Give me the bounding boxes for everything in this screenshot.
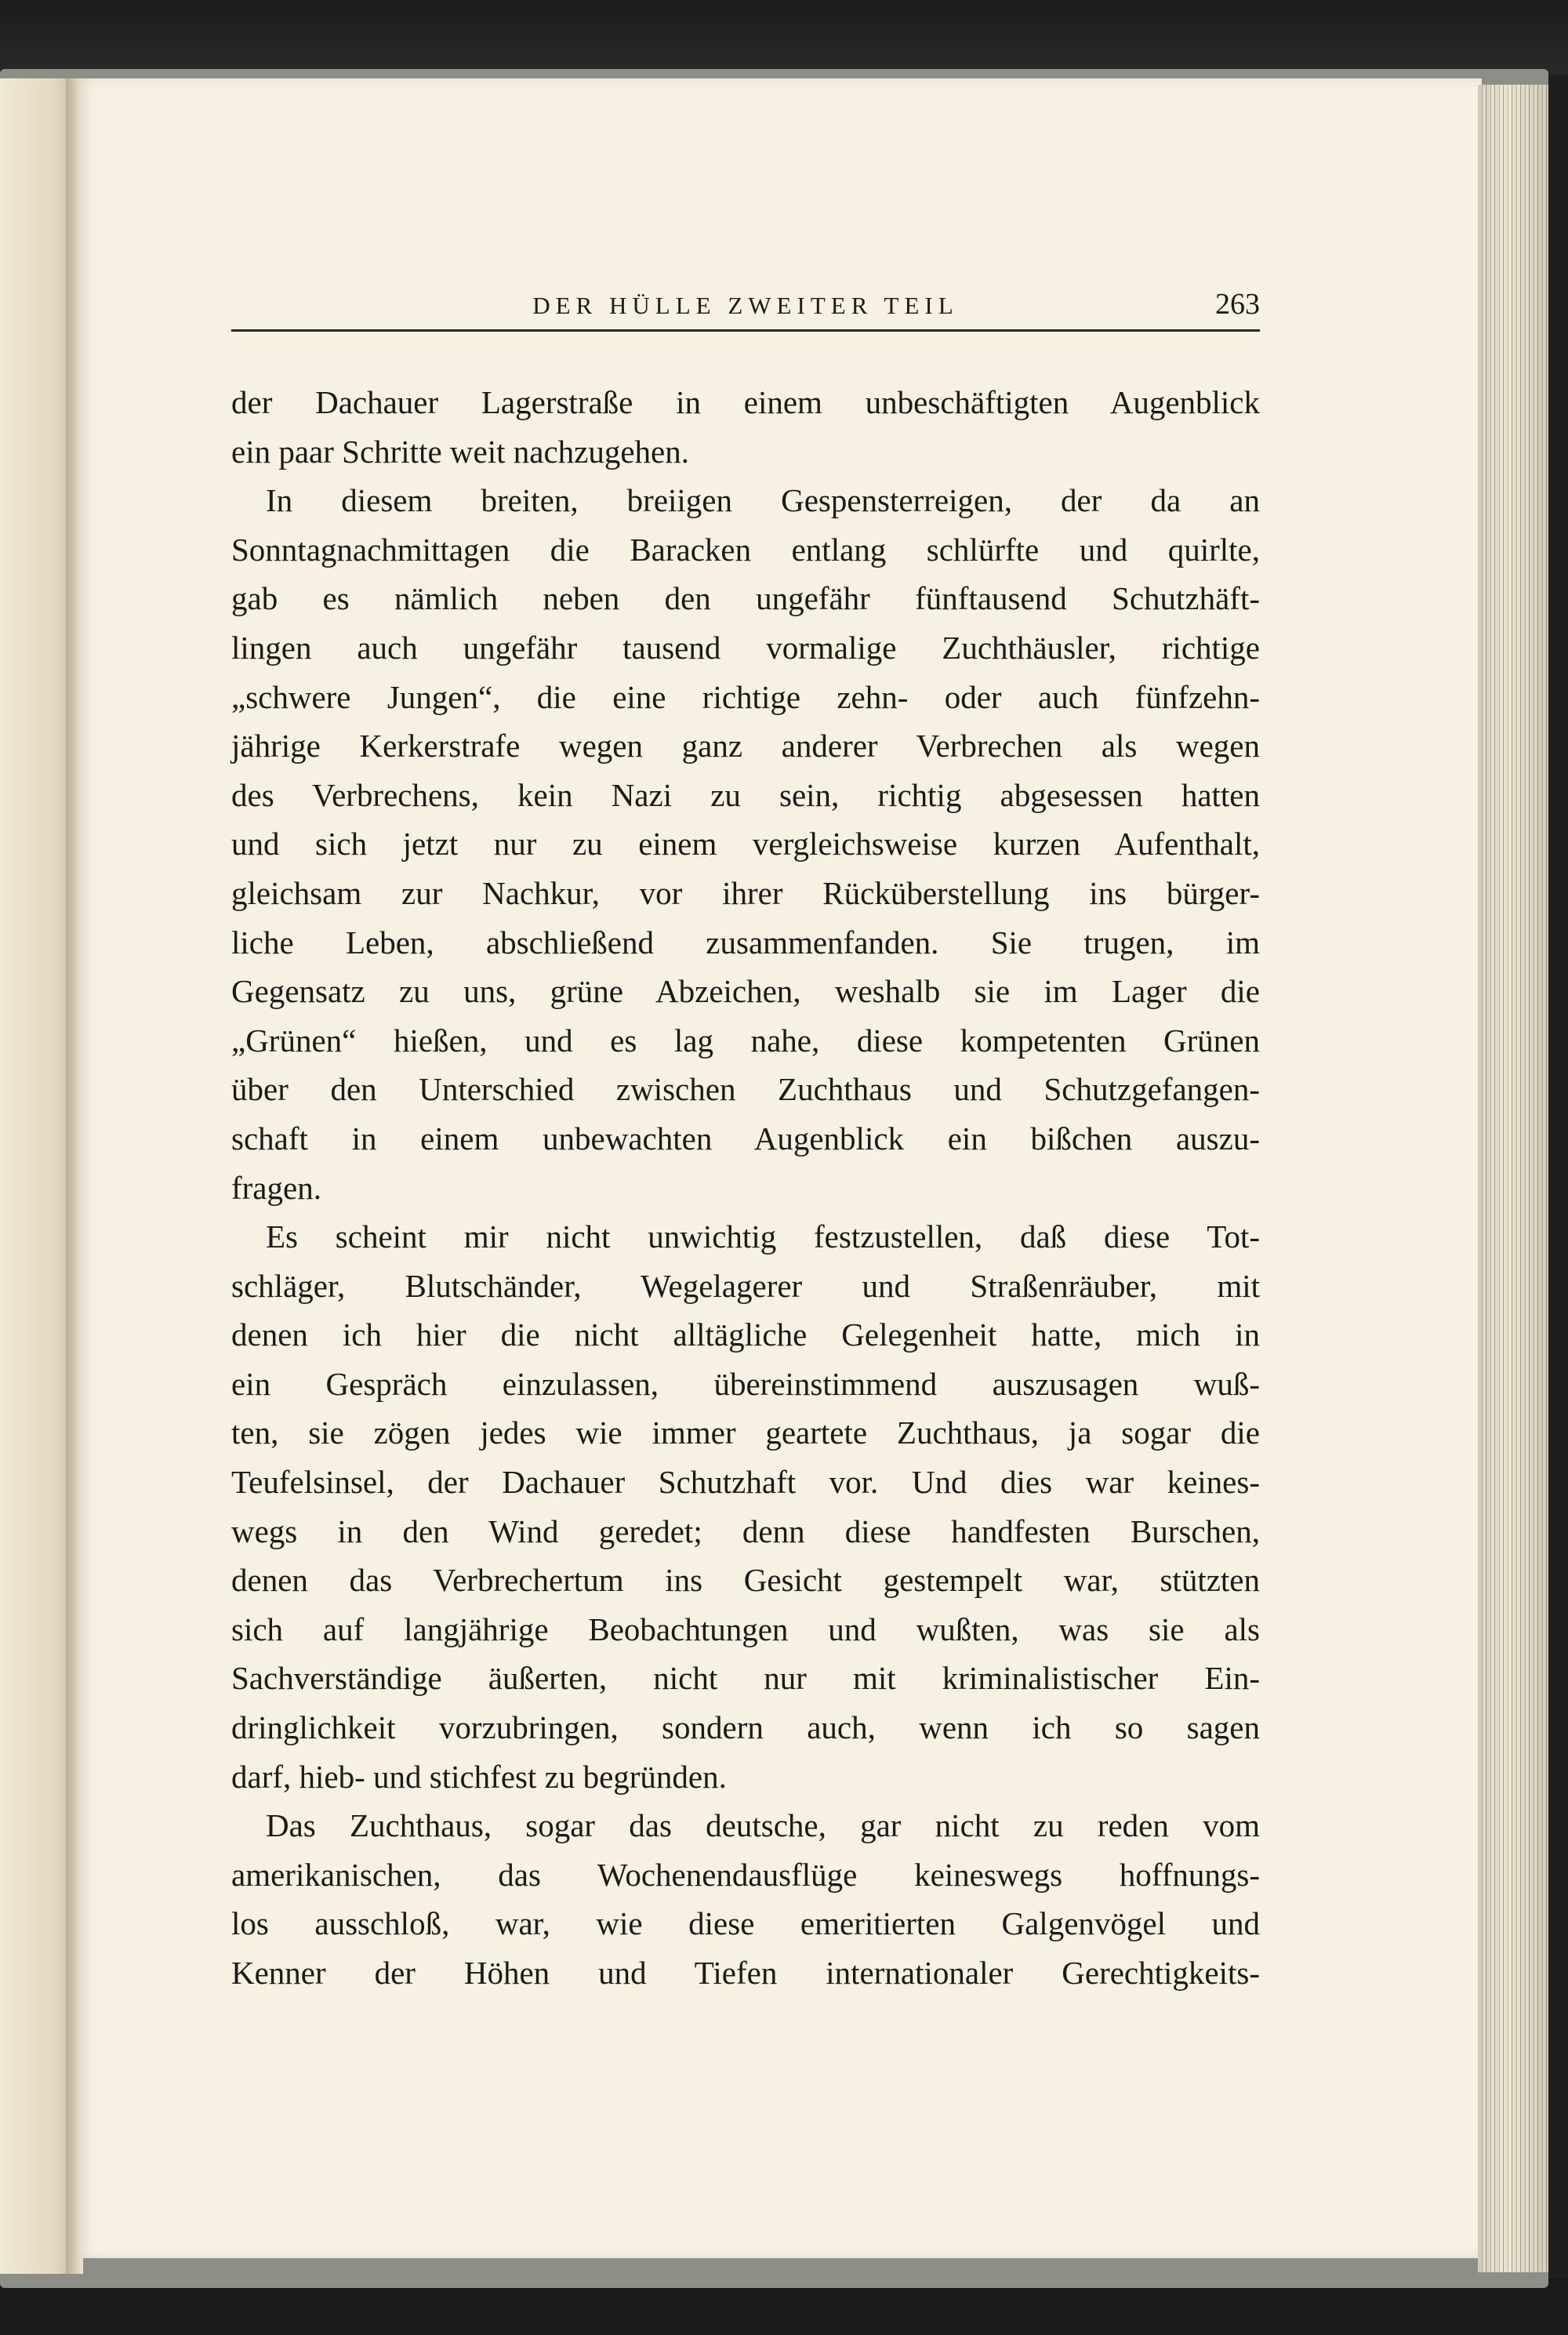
text-line: schläger, Blutschänder, Wegelagerer und Straßenräuber, mit: [231, 1267, 1260, 1304]
text-line: los ausschloß, war, wie diese emeritierten Galgenvögel und: [231, 1905, 1260, 1942]
text-line: denen das Verbrechertum ins Gesicht gestempelt war, stützten: [231, 1562, 1260, 1599]
text-line: ein Gespräch einzulassen, übereinstimmend auszusagen wuß-: [231, 1365, 1260, 1402]
text-line: dringlichkeit vorzubringen, sondern auch, wenn ich so sagen: [231, 1709, 1260, 1746]
text-line: über den Unterschied zwischen Zuchthaus und Schutzgefangen-: [231, 1071, 1260, 1108]
text-line: Das Zuchthaus, sogar das deutsche, gar nicht zu reden vom: [266, 1807, 1260, 1844]
running-head-title: DER HÜLLE ZWEITER TEIL: [532, 292, 959, 319]
page-edges-shade: [1478, 85, 1548, 2272]
text-line: Kenner der Höhen und Tiefen internationaler Gerechtigkeits-: [231, 1955, 1260, 1991]
scanner-background-top: [0, 0, 1568, 74]
text-line: amerikanischen, das Wochenendausflüge keineswegs hoffnungs-: [231, 1856, 1260, 1893]
text-line: denen ich hier die nicht alltägliche Gelegenheit hatte, mich in: [231, 1316, 1260, 1353]
text-line: „schwere Jungen“, die eine richtige zehn- oder auch fünfzehn-: [231, 678, 1260, 715]
running-head-rule: [231, 329, 1260, 332]
text-line: liche Leben, abschließend zusammenfanden. Sie trugen, im: [231, 924, 1260, 961]
text-line: ten, sie zögen jedes wie immer geartete Zuchthaus, ja sogar die: [231, 1414, 1260, 1451]
text-line: Teufelsinsel, der Dachauer Schutzhaft vor. Und dies war keines-: [231, 1464, 1260, 1501]
text-line: jährige Kerkerstrafe wegen ganz anderer Verbrechen als wegen: [231, 728, 1260, 764]
text-line: „Grünen“ hießen, und es lag nahe, diese kompetenten Grünen: [231, 1022, 1260, 1059]
text-line: In diesem breiten, breiigen Gespensterreigen, der da an: [266, 482, 1260, 519]
text-line: des Verbrechens, kein Nazi zu sein, richtig abgesessen hatten: [231, 776, 1260, 813]
text-line: wegs in den Wind geredet; denn diese handfesten Burschen,: [231, 1512, 1260, 1549]
running-head: [231, 289, 1260, 336]
text-line: fragen.: [231, 1169, 321, 1206]
text-line: Gegensatz zu uns, grüne Abzeichen, weshalb sie im Lager die: [231, 973, 1260, 1010]
text-line: lingen auch ungefähr tausend vormalige Zuchthäusler, richtige: [231, 629, 1260, 666]
text-line: gab es nämlich neben den ungefähr fünftausend Schutzhäft-: [231, 580, 1260, 617]
facing-page-strip: [0, 78, 72, 2274]
text-line: der Dachauer Lagerstraße in einem unbeschäftigten Augenblick: [231, 384, 1260, 420]
text-line: darf, hieb- und stichfest zu begründen.: [231, 1758, 727, 1795]
page-number: 263: [1215, 288, 1260, 321]
text-line: Sachverständige äußerten, nicht nur mit kriminalistischer Ein-: [231, 1660, 1260, 1697]
text-line: schaft in einem unbewachten Augenblick ein bißchen auszu-: [231, 1120, 1260, 1157]
text-line: und sich jetzt nur zu einem vergleichsweise kurzen Aufenthalt,: [231, 826, 1260, 862]
text-line: ein paar Schritte weit nachzugehen.: [231, 433, 689, 470]
text-line: gleichsam zur Nachkur, vor ihrer Rücküberstellung ins bürger-: [231, 874, 1260, 911]
body-text: [231, 378, 1260, 1998]
text-line: Es scheint mir nicht unwichtig festzustellen, daß diese Tot-: [266, 1218, 1260, 1255]
text-line: Sonntagnachmittagen die Baracken entlang schlürfte und quirlte,: [231, 531, 1260, 568]
text-line: sich auf langjährige Beobachtungen und wußten, was sie als: [231, 1611, 1260, 1647]
